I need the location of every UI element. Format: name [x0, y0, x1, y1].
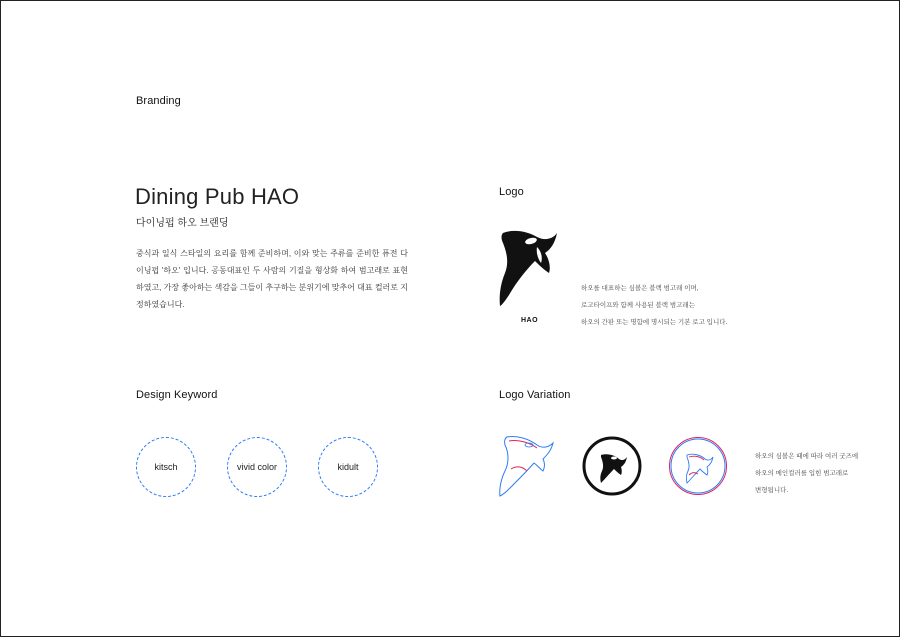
- variation-description-line: 변형됩니다.: [755, 487, 789, 494]
- variation-description-line: 하오의 심볼은 때에 따라 여러 굿즈에: [755, 453, 859, 460]
- design-keyword-label: Design Keyword: [136, 389, 218, 401]
- variation-description-line: 하오의 메인컬러를 입힌 범고래로: [755, 470, 849, 477]
- keyword-circle: [227, 437, 287, 497]
- logo-section-label: Logo: [499, 186, 524, 198]
- keyword-text: vivid color: [236, 462, 277, 472]
- keyword-circle: [136, 437, 196, 497]
- section-title: Branding: [136, 95, 181, 107]
- logo-description-line: 하오의 간판 또는 명함에 명시되는 기본 로고 입니다.: [581, 319, 728, 326]
- orca-logo-icon: [497, 227, 561, 307]
- keyword-text: kitsch: [154, 462, 178, 472]
- orca-outline-icon: [497, 433, 557, 497]
- brand-title: Dining Pub HAO: [135, 184, 300, 209]
- orca-badge-black-icon: [581, 435, 643, 497]
- logo-description-line: 로고타이프와 함께 사용된 블랙 범고래는: [581, 302, 695, 309]
- logo-description: [581, 280, 727, 331]
- keyword-text: kidult: [337, 462, 359, 472]
- brand-subtitle: 다이닝펍 하오 브랜딩: [136, 218, 229, 229]
- variation-description: [755, 448, 858, 499]
- orca-badge-color-icon: [667, 435, 729, 497]
- logo-variation-label: Logo Variation: [499, 389, 571, 401]
- logo-wordmark: HAO: [521, 317, 539, 324]
- keyword-circle: [318, 437, 378, 497]
- logo-description-line: 하오를 대표하는 심볼은 블랙 범고래 이며,: [581, 285, 699, 292]
- brand-description: 중식과 일식 스타일의 요리를 함께 준비하며, 이와 맞는 주류를 준비한 퓨전 다이닝펍 '하오' 입니다. 공동대표인 두 사람의 기질을 형상화 하여 범고래로 표현하였고, 가장 좋아하는 색감을 그들이 추구하는 분위기에 맞추어 대표 컬러로 지정하였습니다.: [136, 249, 408, 309]
